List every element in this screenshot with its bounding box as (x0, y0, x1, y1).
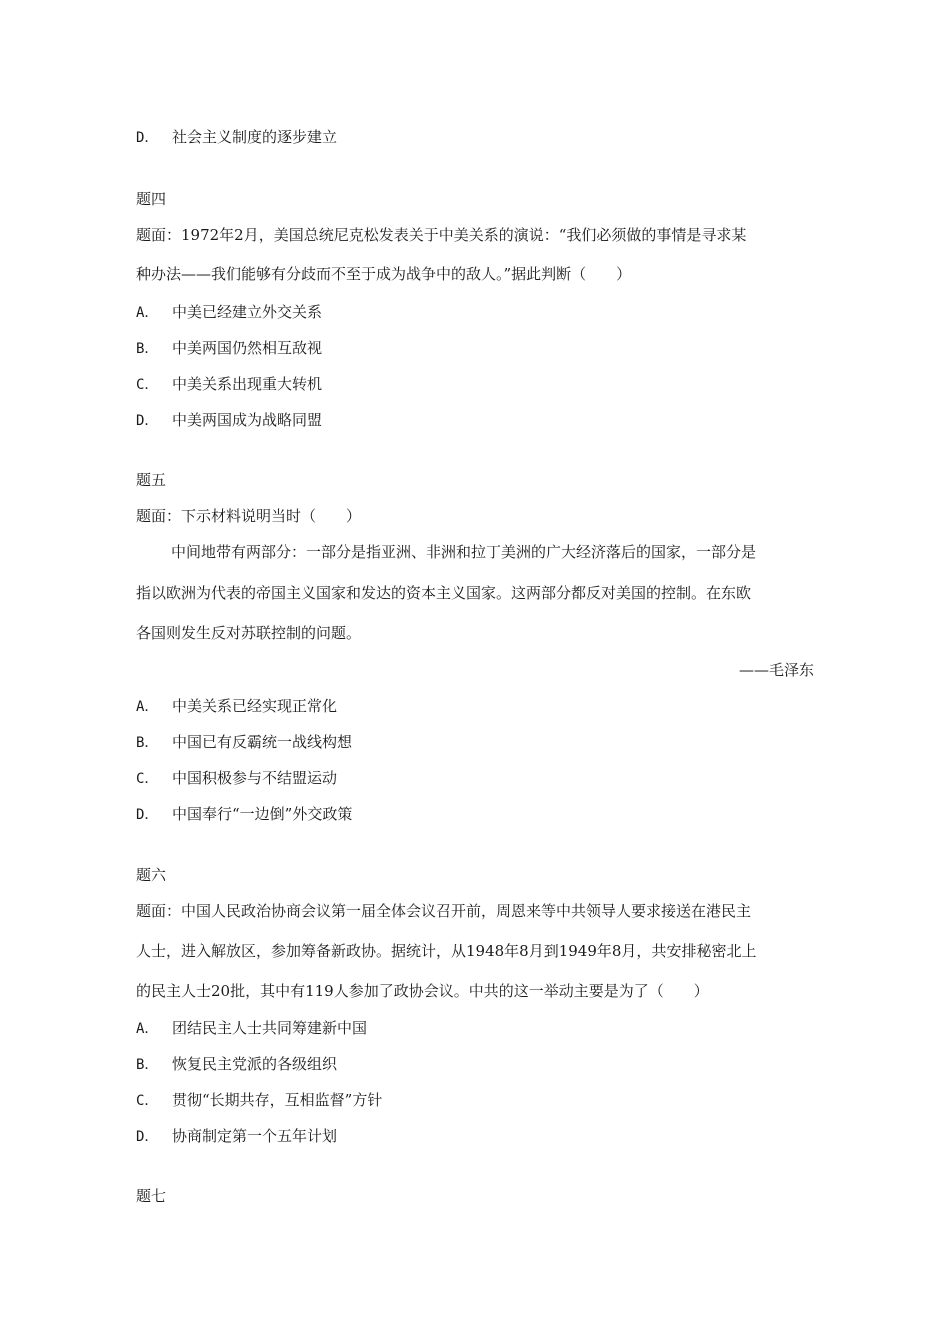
question-6-stem-line-2: 人士，进入解放区，参加筹备新政协。据统计，从1948年8月到1949年8月，共安排秘密北上 (136, 942, 757, 960)
option-text: 中美已经建立外交关系 (172, 303, 323, 321)
question-5-material-line-2: 指以欧洲为代表的帝国主义国家和发达的资本主义国家。这两部分都反对美国的控制。在东欧 (136, 584, 752, 602)
option-text: 恢复民主党派的各级组织 (172, 1055, 338, 1073)
option-text: 协商制定第一个五年计划 (172, 1127, 338, 1145)
question-5-option-c (136, 768, 337, 789)
question-6-option-b (136, 1054, 337, 1075)
question-6-option-c (136, 1090, 382, 1111)
option-letter: B． (136, 735, 159, 751)
option-letter: D． (136, 413, 159, 429)
question-6-stem-line-1: 题面：中国人民政治协商会议第一届全体会议召开前，周恩来等中共领导人要求接送在港民主 (136, 902, 752, 920)
question-5-label: 题五 (136, 471, 167, 489)
question-4-stem-line-1: 题面：1972年2月，美国总统尼克松发表关于中美关系的演说：“我们必须做的事情是寻求某 (136, 226, 747, 244)
question-5-option-b (136, 732, 352, 753)
option-text: 中美两国成为战略同盟 (172, 411, 323, 429)
option-text: 社会主义制度的逐步建立 (172, 128, 338, 146)
question-4-label: 题四 (136, 190, 167, 208)
question-4-option-a (136, 302, 322, 323)
question-5-material-line-3: 各国则发生反对苏联控制的问题。 (136, 624, 362, 642)
question-4-option-d (136, 410, 322, 431)
question-7-label: 题七 (136, 1187, 167, 1205)
option-text: 中美两国仍然相互敌视 (172, 339, 323, 357)
question-5-option-a (136, 696, 337, 717)
option-letter: A． (136, 1021, 159, 1037)
question-6-label: 题六 (136, 866, 167, 884)
option-text: 中国奉行“一边倒”外交政策 (172, 805, 353, 823)
option-letter: D． (136, 807, 159, 823)
option-letter: C． (136, 1093, 159, 1109)
question-5-material-line-1: 中间地带有两部分：一部分是指亚洲、非洲和拉丁美洲的广大经济落后的国家，一部分是 (171, 543, 757, 561)
option-letter: A． (136, 305, 159, 321)
option-text: 团结民主人士共同筹建新中国 (172, 1019, 368, 1037)
option-letter: D． (136, 130, 159, 146)
option-letter: C． (136, 377, 159, 393)
option-text: 中美关系已经实现正常化 (172, 697, 338, 715)
option-text: 中国积极参与不结盟运动 (172, 769, 338, 787)
option-letter: B． (136, 1057, 159, 1073)
option-letter: B． (136, 341, 159, 357)
question-5-option-d (136, 804, 352, 825)
question-5-stem: 题面：下示材料说明当时（ ） (136, 507, 362, 525)
question-6-option-d (136, 1126, 337, 1147)
option-text: 中国已有反霸统一战线构想 (172, 733, 353, 751)
option-letter: C． (136, 771, 159, 787)
option-d-prev (136, 127, 337, 148)
question-4-option-c (136, 374, 322, 395)
question-6-option-a (136, 1018, 367, 1039)
question-6-stem-line-3: 的民主人士20批，其中有119人参加了政协会议。中共的这一举动主要是为了（ ） (136, 982, 709, 1000)
question-4-option-b (136, 338, 322, 359)
question-5-source: ——毛泽东 (738, 661, 814, 679)
option-text: 贯彻“长期共存，互相监督”方针 (172, 1091, 383, 1109)
option-letter: D． (136, 1129, 159, 1145)
question-4-stem-line-2: 种办法——我们能够有分歧而不至于成为战争中的敌人。”据此判断（ ） (136, 265, 632, 283)
option-text: 中美关系出现重大转机 (172, 375, 323, 393)
option-letter: A． (136, 699, 159, 715)
